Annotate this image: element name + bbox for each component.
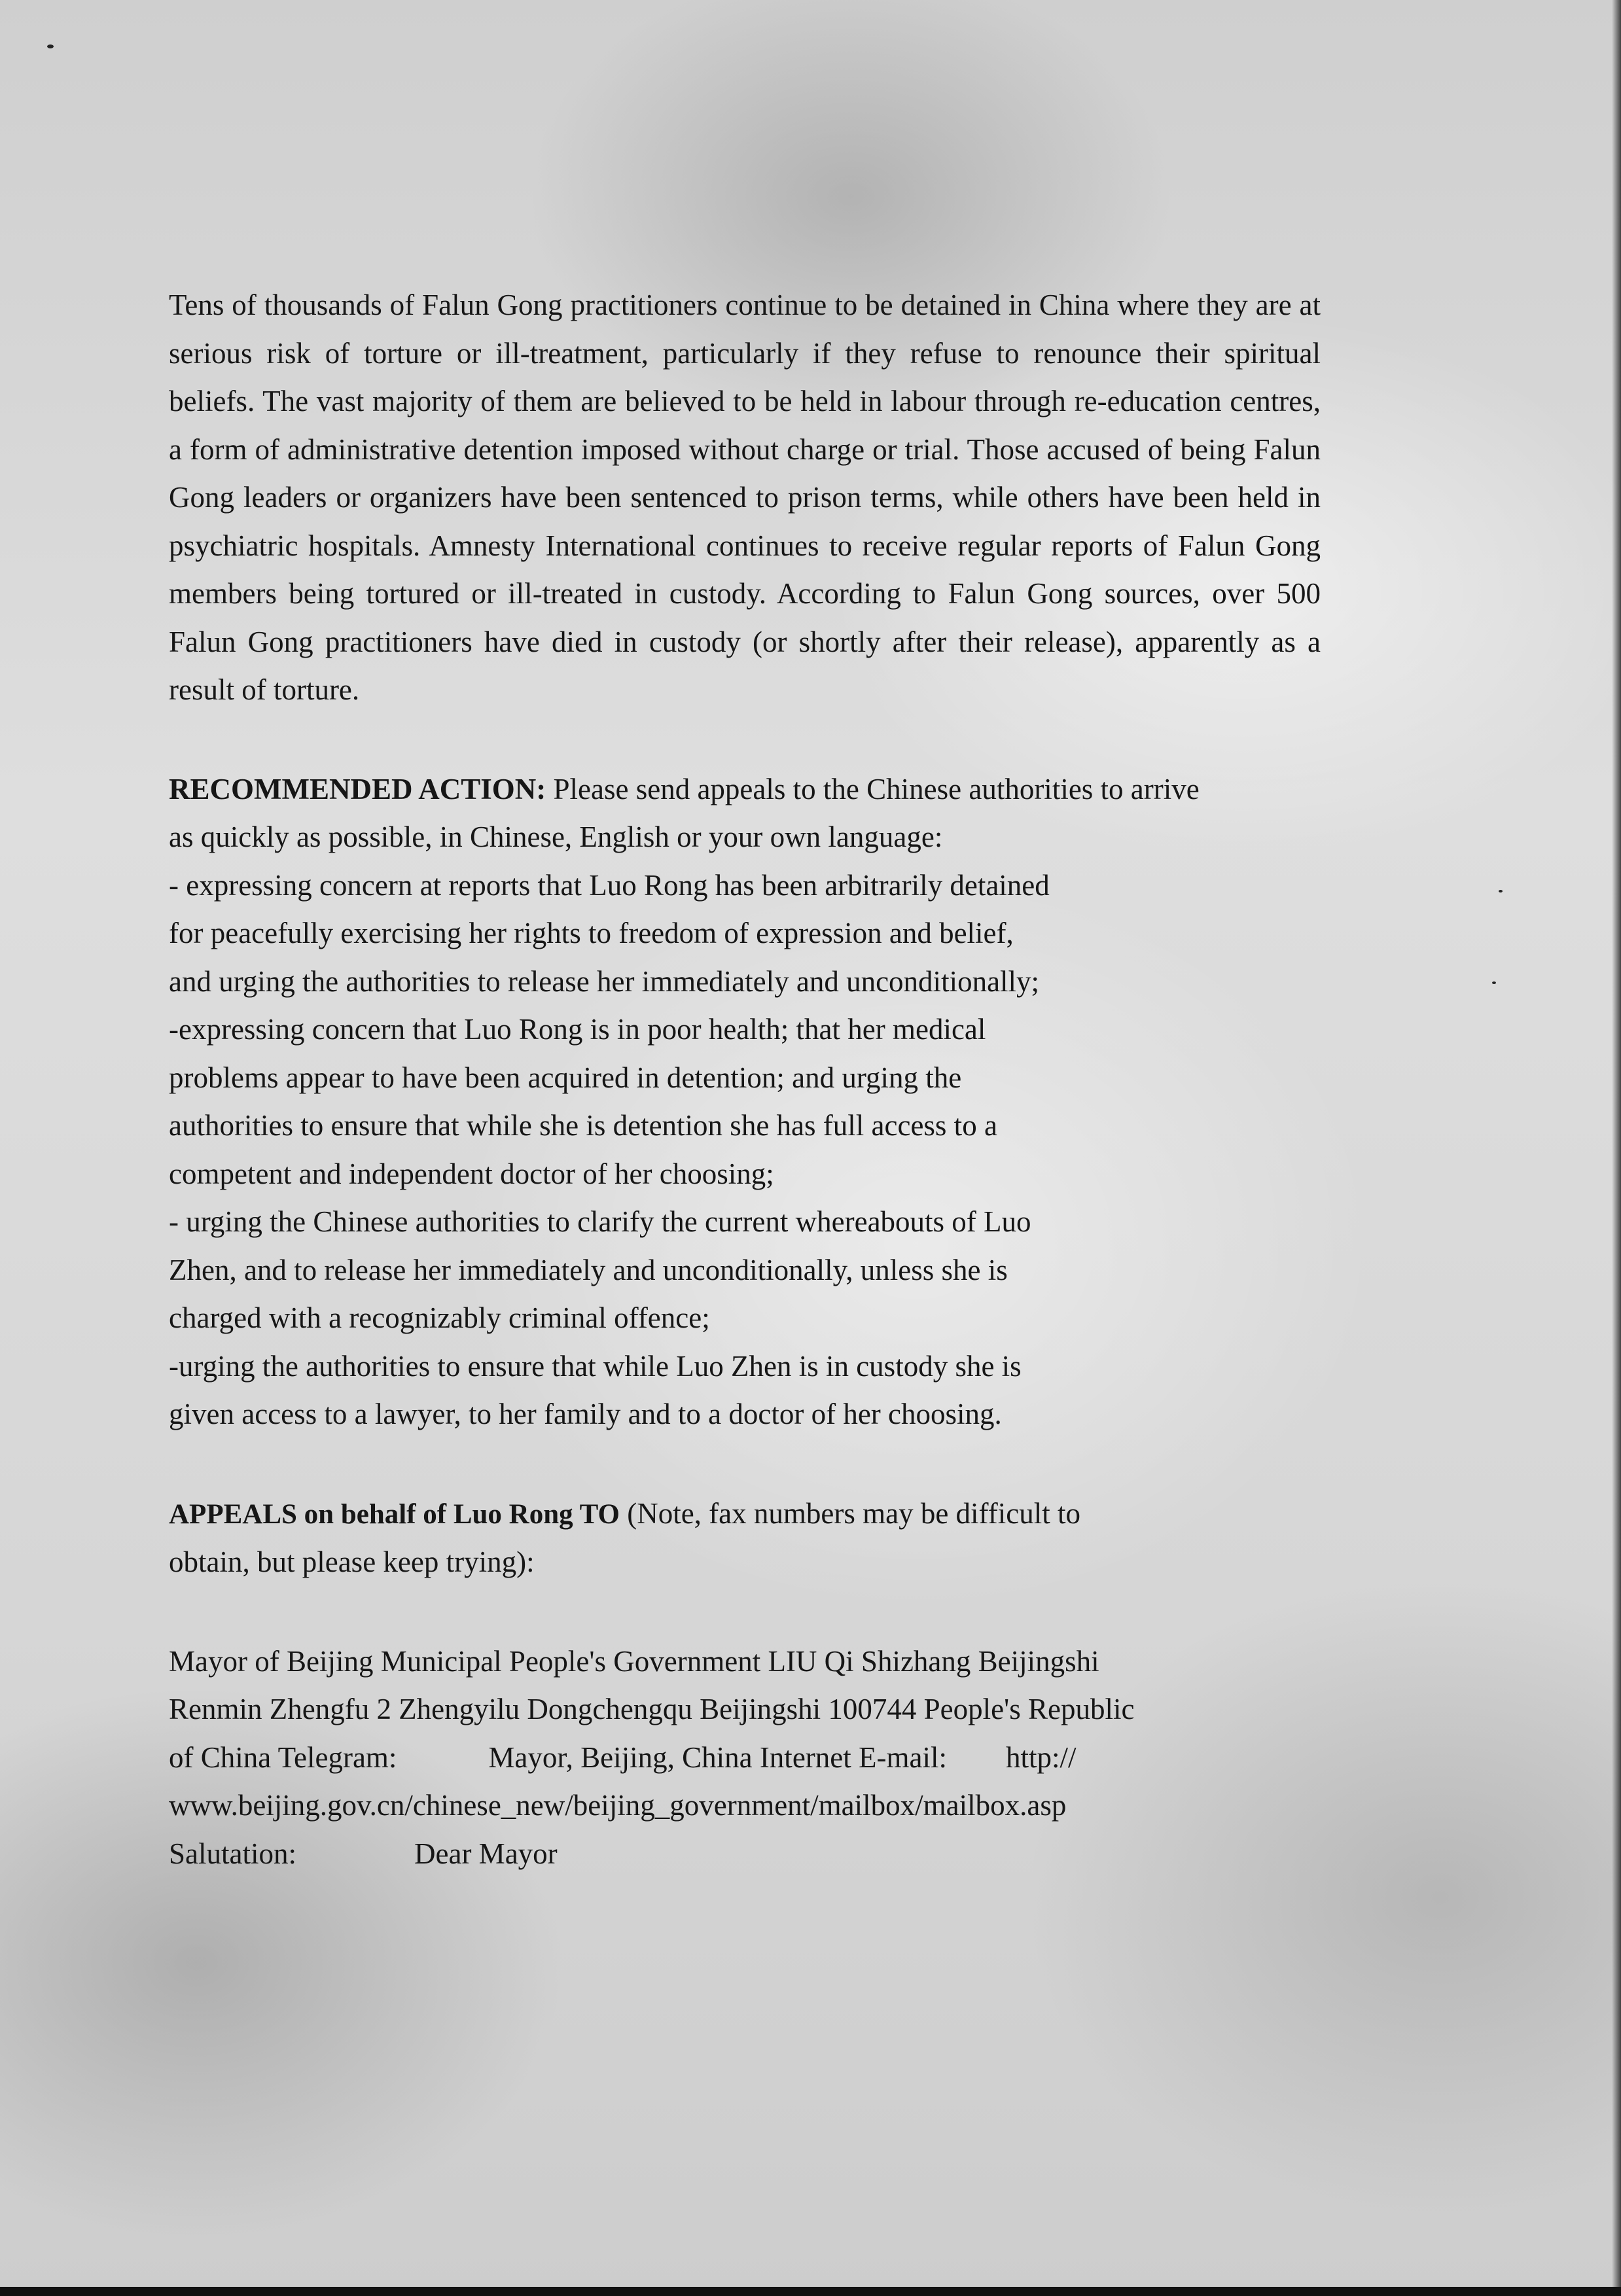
telegram-label: of China Telegram: [169,1740,397,1774]
action-line: authorities to ensure that while she is detention she has full access to a [169,1109,997,1142]
scan-speck [1499,890,1503,892]
spacer [169,1439,1321,1490]
appeals-section [169,1490,1321,1587]
appeals-note: (Note, fax numbers may be difficult to [619,1496,1080,1530]
email-url-start: http:// [1005,1740,1077,1774]
email-url-line: www.beijing.gov.cn/chinese_new/beijing_government/mailbox/mailbox.asp [169,1789,1067,1822]
address-line: Renmin Zhengfu 2 Zhengyilu Dongchengqu Beijingshi 100744 People's Republic [169,1693,1135,1725]
spacer [169,715,1321,766]
action-line: problems appear to have been acquired in detention; and urging the [169,1061,962,1094]
recommended-action-first-line [169,766,1321,814]
action-line: - urging the Chinese authorities to clarify the current whereabouts of Luo [169,1205,1031,1238]
salutation-value: Dear Mayor [414,1837,558,1870]
recommended-action-section [169,766,1321,1439]
action-line: given access to a lawyer, to her family and to a doctor of her choosing. [169,1398,1002,1430]
action-line: charged with a recognizably criminal offence; [169,1301,710,1334]
appeals-heading: APPEALS on behalf of Luo Rong TO [169,1498,620,1530]
action-line: as quickly as possible, in Chinese, English or your own language: [169,821,943,853]
salutation-line [169,1830,1321,1879]
salutation-label: Salutation: [169,1837,296,1870]
intro-paragraph: Tens of thousands of Falun Gong practitioners continue to be detained in China where they are at serious risk of torture or ill-treatment, particularly if they refuse to renounce their spiritual beliefs. The vast majority of them are believed to be held in labour through re-education centres, a form of administrative detention imposed without charge or trial. Those accused of being Falun Gong leaders or organizers have been sentenced to prison terms, while others have been held in psychiatric hospitals. Amnesty International continues to receive regular reports of Falun Gong members being tortured or ill-treated in custody. According to Falun Gong sources, over 500 Falun Gong practitioners have died in custody (or shortly after their release), apparently as a result of torture. [169,289,1321,706]
scan-speck [47,44,54,48]
telegram-line [169,1734,1321,1782]
page-edge-shadow [1612,0,1621,2296]
recommended-action-intro: Please send appeals to the Chinese authorities to arrive [546,772,1200,805]
action-line: - expressing concern at reports that Luo Rong has been arbitrarily detained [169,868,1050,902]
address-line: Mayor of Beijing Municipal People's Government LIU Qi Shizhang Beijingshi [169,1644,1099,1678]
telegram-value: Mayor, Beijing, China Internet E-mail: [488,1740,947,1774]
action-line: Zhen, and to release her immediately and unconditionally, unless she is [169,1253,1008,1286]
address-block [169,1638,1321,1879]
action-line: -urging the authorities to ensure that while Luo Zhen is in custody she is [169,1349,1022,1383]
recommended-action-heading: RECOMMENDED ACTION: [169,772,546,805]
action-line: -expressing concern that Luo Rong is in poor health; that her medical [169,1013,986,1046]
scan-speck [1492,981,1496,984]
action-line: and urging the authorities to release her immediately and unconditionally; [169,964,1040,998]
appeals-note-continued: obtain, but please keep trying): [169,1545,535,1578]
spacer [169,1587,1321,1638]
page-bottom-border [0,2287,1621,2296]
document-body [169,281,1321,1878]
action-line: competent and independent doctor of her choosing; [169,1157,774,1190]
action-line: for peacefully exercising her rights to freedom of expression and belief, [169,917,1014,949]
appeals-first-line [169,1490,1321,1539]
